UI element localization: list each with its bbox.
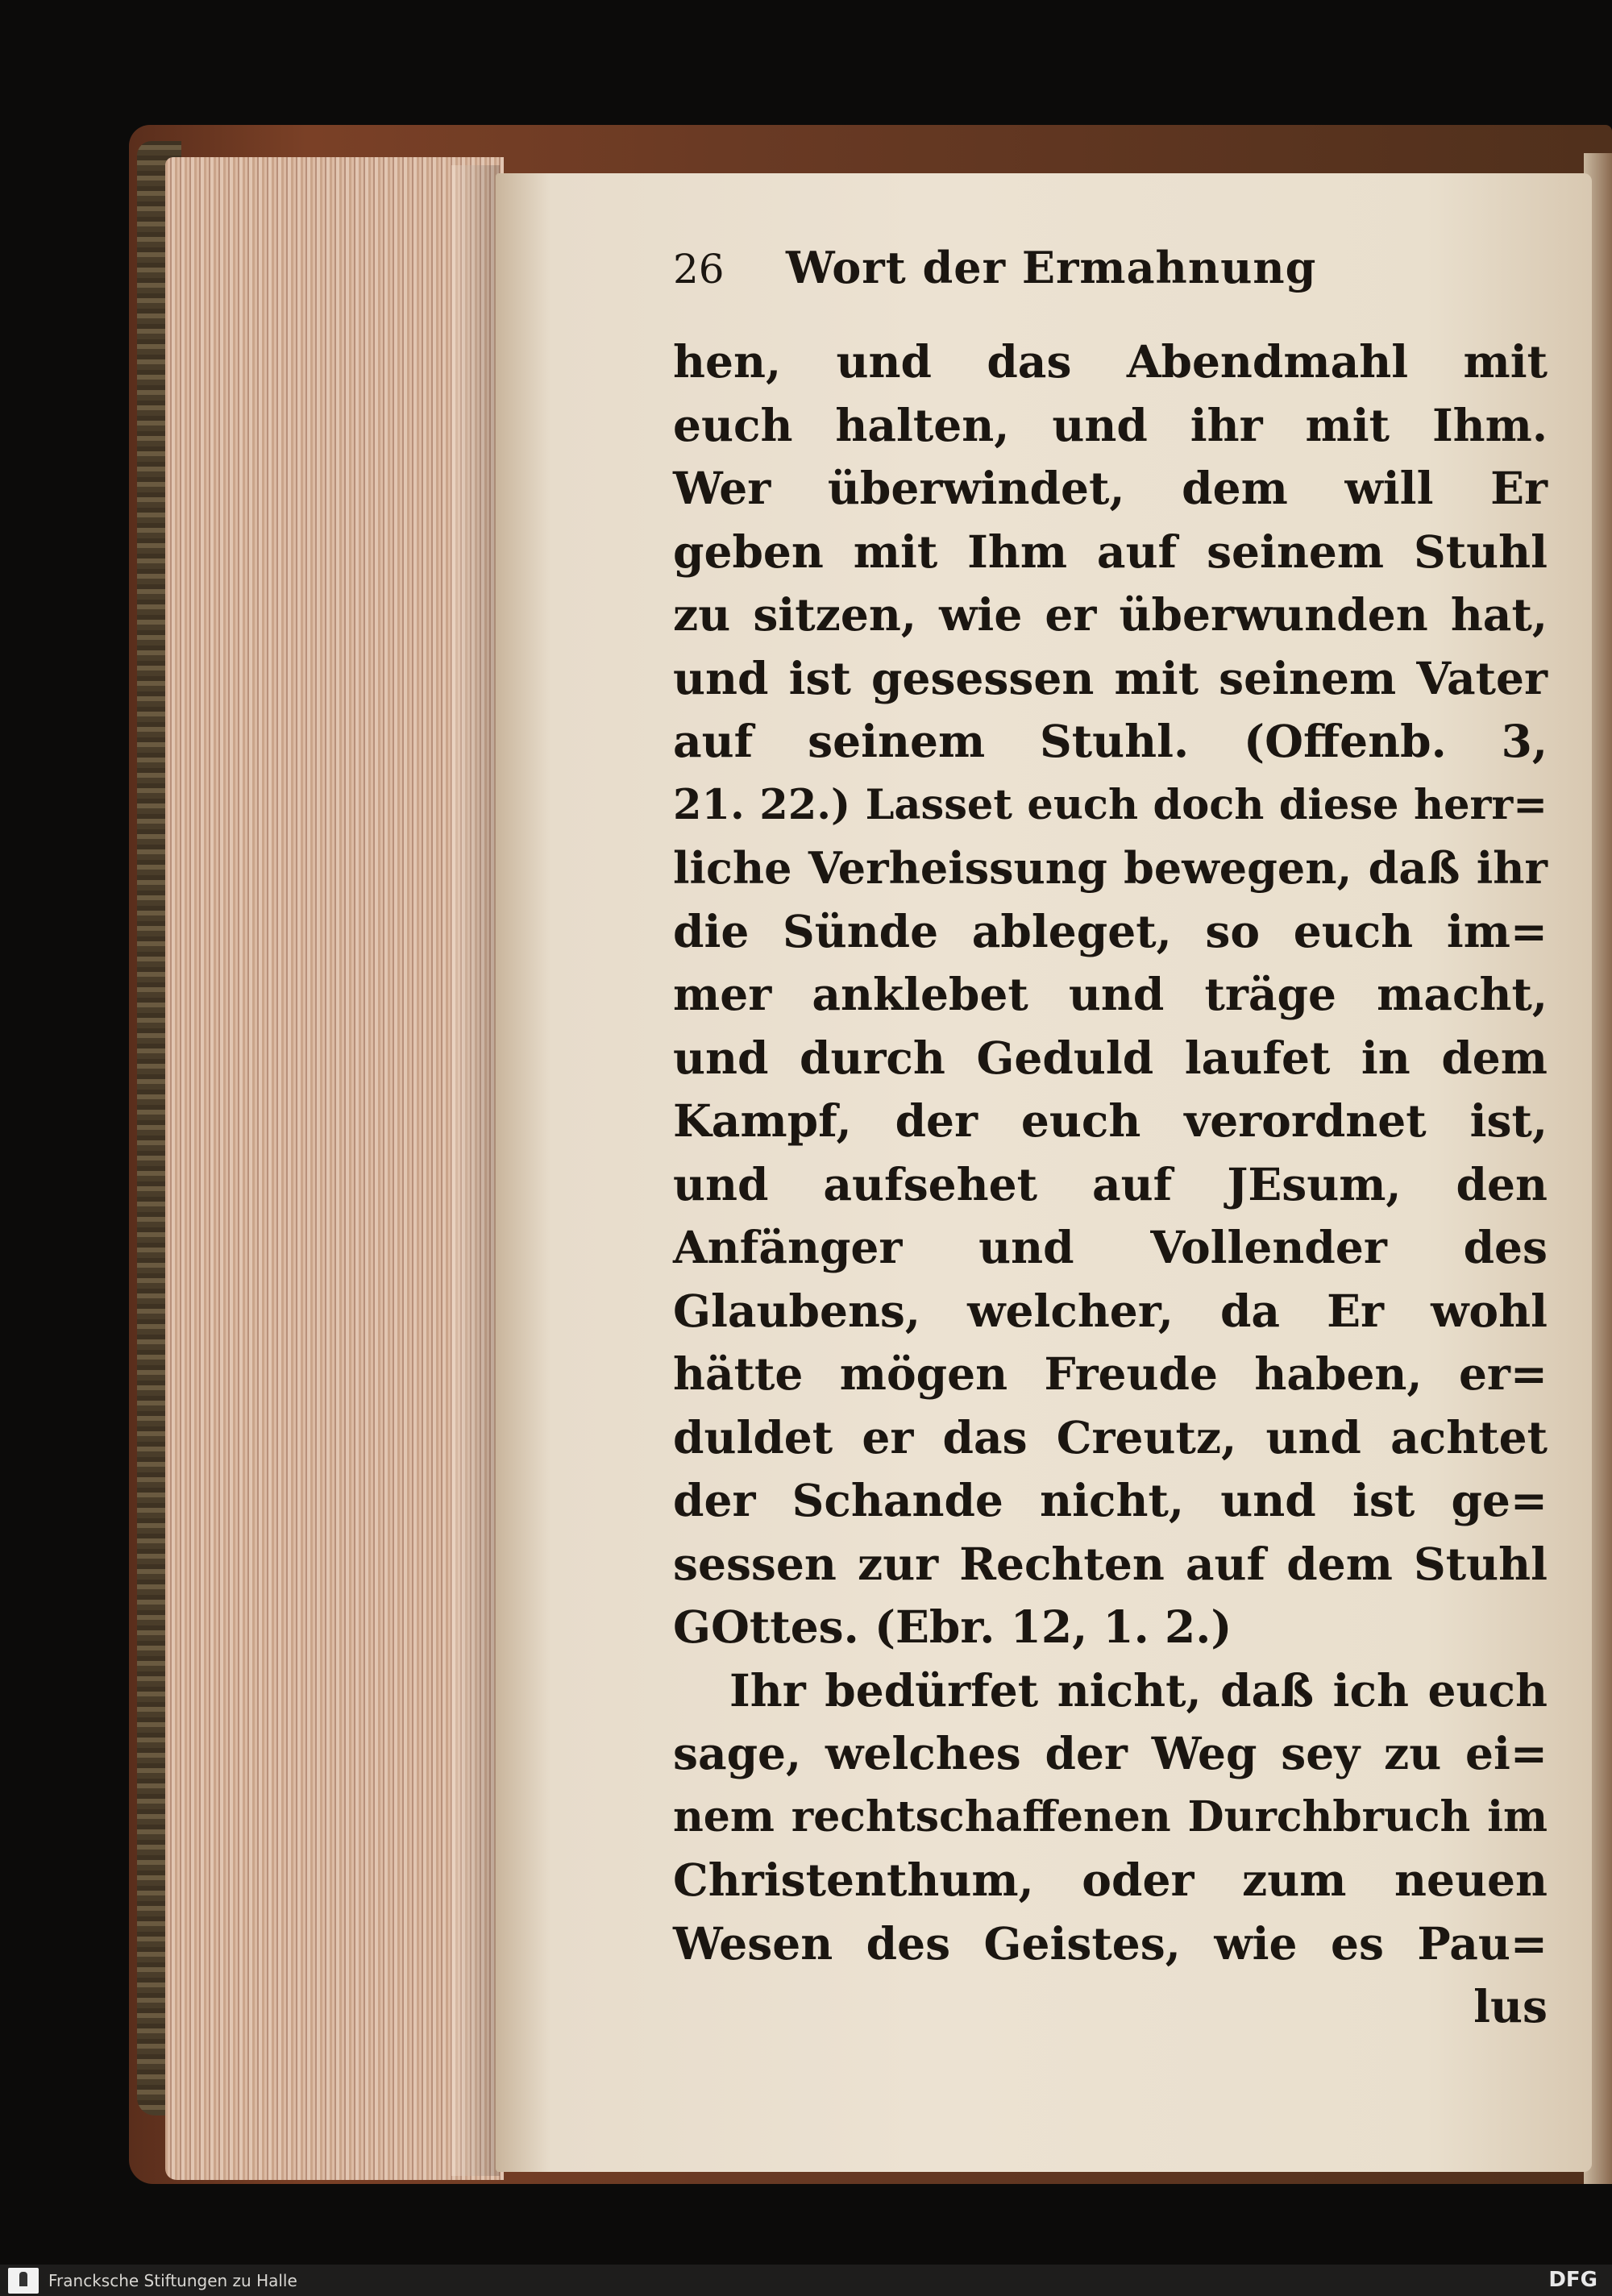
text-line: Glaubens, welcher, da Er wohl <box>673 1284 1548 1337</box>
text-line: und durch Geduld laufet in dem <box>673 1031 1548 1084</box>
text-line: 21. 22.) Lasset euch doch diese herr= <box>673 780 1548 829</box>
text-line: Christenthum, oder zum neuen <box>673 1854 1548 1906</box>
text-line: zu sitzen, wie er überwunden hat, <box>673 588 1548 641</box>
page-text <box>673 242 1548 2038</box>
page-number: 26 <box>673 246 725 293</box>
text-lines <box>673 330 1548 1975</box>
text-line: Anfänger und Vollender des <box>673 1221 1548 1273</box>
text-line: und ist gesessen mit seinem Vater <box>673 651 1548 704</box>
text-line: und aufsehet auf JEsum, den <box>673 1157 1548 1210</box>
text-line: die Sünde ableget, so euch im= <box>673 904 1548 957</box>
text-line: geben mit Ihm auf seinem Stuhl <box>673 525 1548 578</box>
footer-institution: Francksche Stiftungen zu Halle <box>48 2271 297 2290</box>
text-line: Wesen des Geistes, wie es Pau= <box>673 1916 1548 1970</box>
text-line: Ihr bedürfet nicht, daß ich euch <box>729 1663 1548 1717</box>
catchword: lus <box>1473 1980 1548 2032</box>
text-line: sessen zur Rechten auf dem Stuhl <box>673 1537 1548 1590</box>
text-line: sage, welches der Weg sey zu ei= <box>673 1727 1548 1779</box>
dfg-logo: DFG <box>1548 2268 1597 2292</box>
text-line: euch halten, und ihr mit Ihm. <box>673 398 1548 451</box>
text-line: Kampf, der euch verordnet ist, <box>673 1094 1548 1147</box>
text-line: liche Verheissung bewegen, daß ihr <box>673 842 1548 894</box>
footer-bar <box>0 2265 1612 2296</box>
institution-logo-icon <box>8 2268 39 2294</box>
running-head: Wort der Ermahnung <box>786 242 1317 293</box>
text-line: GOttes. (Ebr. 12, 1. 2.) <box>673 1601 1232 1653</box>
page-header <box>673 242 1548 330</box>
text-line: mer anklebet und träge macht, <box>673 968 1548 1020</box>
text-line: duldet er das Creutz, und achtet <box>673 1410 1548 1464</box>
text-line: hen, und das Abendmahl mit <box>673 335 1548 388</box>
text-line: Wer überwindet, dem will Er <box>673 462 1548 514</box>
text-line: hätte mögen Freude haben, er= <box>673 1347 1548 1400</box>
page-edges-shadow <box>451 165 500 2176</box>
text-line: der Schande nicht, und ist ge= <box>673 1474 1548 1526</box>
text-line: auf seinem Stuhl. (Offenb. 3, <box>673 715 1548 767</box>
text-line: nem rechtschaffenen Durchbruch im <box>673 1792 1548 1841</box>
